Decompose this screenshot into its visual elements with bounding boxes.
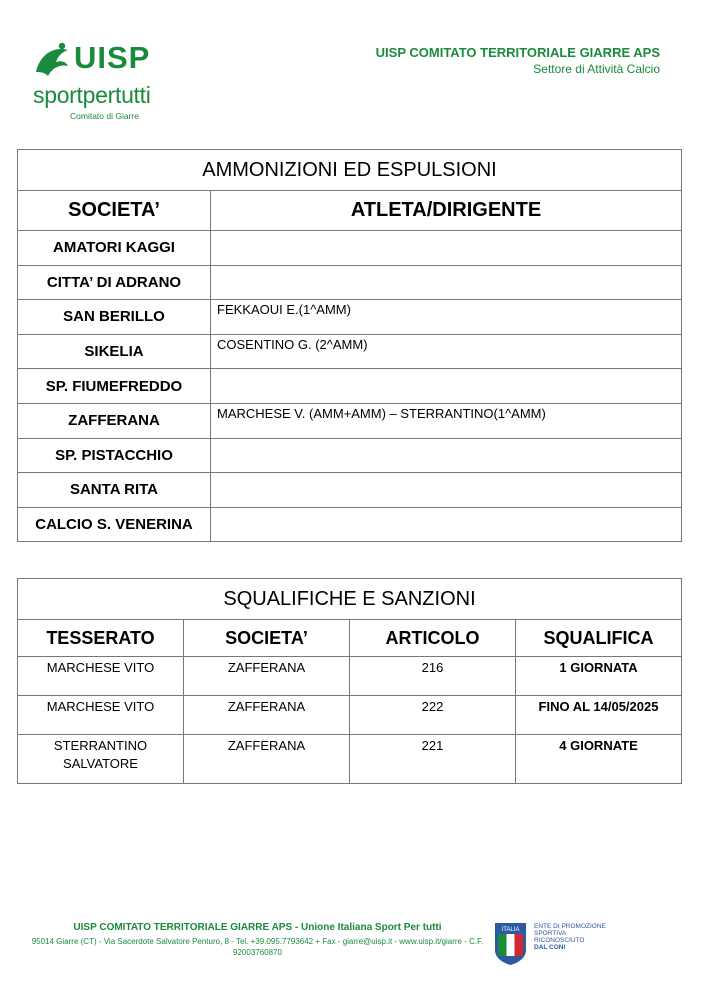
atleta-cell [211, 231, 682, 266]
atleta-cell [211, 265, 682, 300]
ammonizioni-title: AMMONIZIONI ED ESPULSIONI [18, 150, 682, 191]
societa-cell: ZAFFERANA [184, 657, 350, 696]
societa-cell: ZAFFERANA [184, 735, 350, 784]
table-row [18, 507, 682, 542]
societa-cell: SP. PISTACCHIO [18, 438, 211, 473]
squalifica-cell: 1 GIORNATA [516, 657, 682, 696]
footer-address: 95014 Giarre (CT) - Via Sacerdote Salvatore Penturo, 8 - Tel. +39.095.7793642 + Fax - giarre@uisp.it - www.uisp.it/giarre - C.F. 92003760870 [31, 937, 484, 957]
tesserato-cell: MARCHESE VITO [18, 657, 184, 696]
societa-cell: CITTA’ DI ADRANO [18, 265, 211, 300]
document-footer [30, 921, 485, 958]
coni-badge [494, 922, 614, 968]
articolo-cell: 221 [350, 735, 516, 784]
italia-shield-icon [494, 922, 527, 966]
squalifica-cell: FINO AL 14/05/2025 [516, 696, 682, 735]
squalifiche-table [17, 578, 682, 784]
column-header-squalifica: SQUALIFICA [516, 620, 682, 657]
uisp-logo [30, 40, 180, 124]
shield-label: ITALIA [501, 927, 520, 933]
atleta-cell: COSENTINO G. (2^AMM) [211, 334, 682, 369]
societa-cell: SAN BERILLO [18, 300, 211, 335]
societa-cell: ZAFFERANA [184, 696, 350, 735]
societa-cell: SANTA RITA [18, 473, 211, 508]
logo-committee: Comitato di Giarre [70, 111, 139, 121]
atleta-cell: FEKKAOUI E.(1^AMM) [211, 300, 682, 335]
table-row [18, 438, 682, 473]
table-row [18, 369, 682, 404]
societa-cell: CALCIO S. VENERINA [18, 507, 211, 542]
atleta-cell [211, 507, 682, 542]
atleta-cell [211, 369, 682, 404]
header-organization: UISP COMITATO TERRITORIALE GIARRE APS [375, 45, 660, 60]
societa-cell: AMATORI KAGGI [18, 231, 211, 266]
header-sector: Settore di Attività Calcio [533, 62, 660, 76]
squalifiche-title: SQUALIFICHE E SANZIONI [18, 579, 682, 620]
coni-line: SPORTIVA [534, 930, 567, 937]
footer-title: UISP COMITATO TERRITORIALE GIARRE APS - Unione Italiana Sport Per tutti [73, 922, 442, 933]
articolo-cell: 222 [350, 696, 516, 735]
uisp-runner-icon [32, 42, 72, 80]
atleta-cell [211, 438, 682, 473]
column-header-societa: SOCIETA’ [184, 620, 350, 657]
table-row [18, 473, 682, 508]
logo-brand: UISP [74, 40, 151, 75]
coni-text [534, 923, 606, 951]
column-header-articolo: ARTICOLO [350, 620, 516, 657]
tesserato-cell: STERRANTINO SALVATORE [18, 735, 184, 784]
squalifica-cell: 4 GIORNATE [516, 735, 682, 784]
table-row [18, 696, 682, 735]
ammonizioni-table [17, 149, 682, 542]
coni-line: DAL CONI [534, 944, 566, 951]
societa-cell: SP. FIUMEFREDDO [18, 369, 211, 404]
societa-cell: ZAFFERANA [18, 403, 211, 438]
logo-tagline: sportpertutti [33, 82, 151, 108]
table-row [18, 300, 682, 335]
atleta-cell [211, 473, 682, 508]
atleta-cell: MARCHESE V. (AMM+AMM) – STERRANTINO(1^AMM) [211, 403, 682, 438]
table-row [18, 403, 682, 438]
coni-line: ENTE DI PROMOZIONE [534, 923, 606, 930]
table-row [18, 265, 682, 300]
column-header-tesserato: TESSERATO [18, 620, 184, 657]
column-header-societa: SOCIETA’ [18, 191, 211, 231]
column-header-atleta: ATLETA/DIRIGENTE [211, 191, 682, 231]
document-header [376, 44, 660, 78]
table-row [18, 231, 682, 266]
tesserato-cell: MARCHESE VITO [18, 696, 184, 735]
table-row [18, 735, 682, 784]
table-row [18, 334, 682, 369]
coni-line: RICONOSCIUTO [534, 937, 585, 944]
societa-cell: SIKELIA [18, 334, 211, 369]
table-row [18, 657, 682, 696]
articolo-cell: 216 [350, 657, 516, 696]
